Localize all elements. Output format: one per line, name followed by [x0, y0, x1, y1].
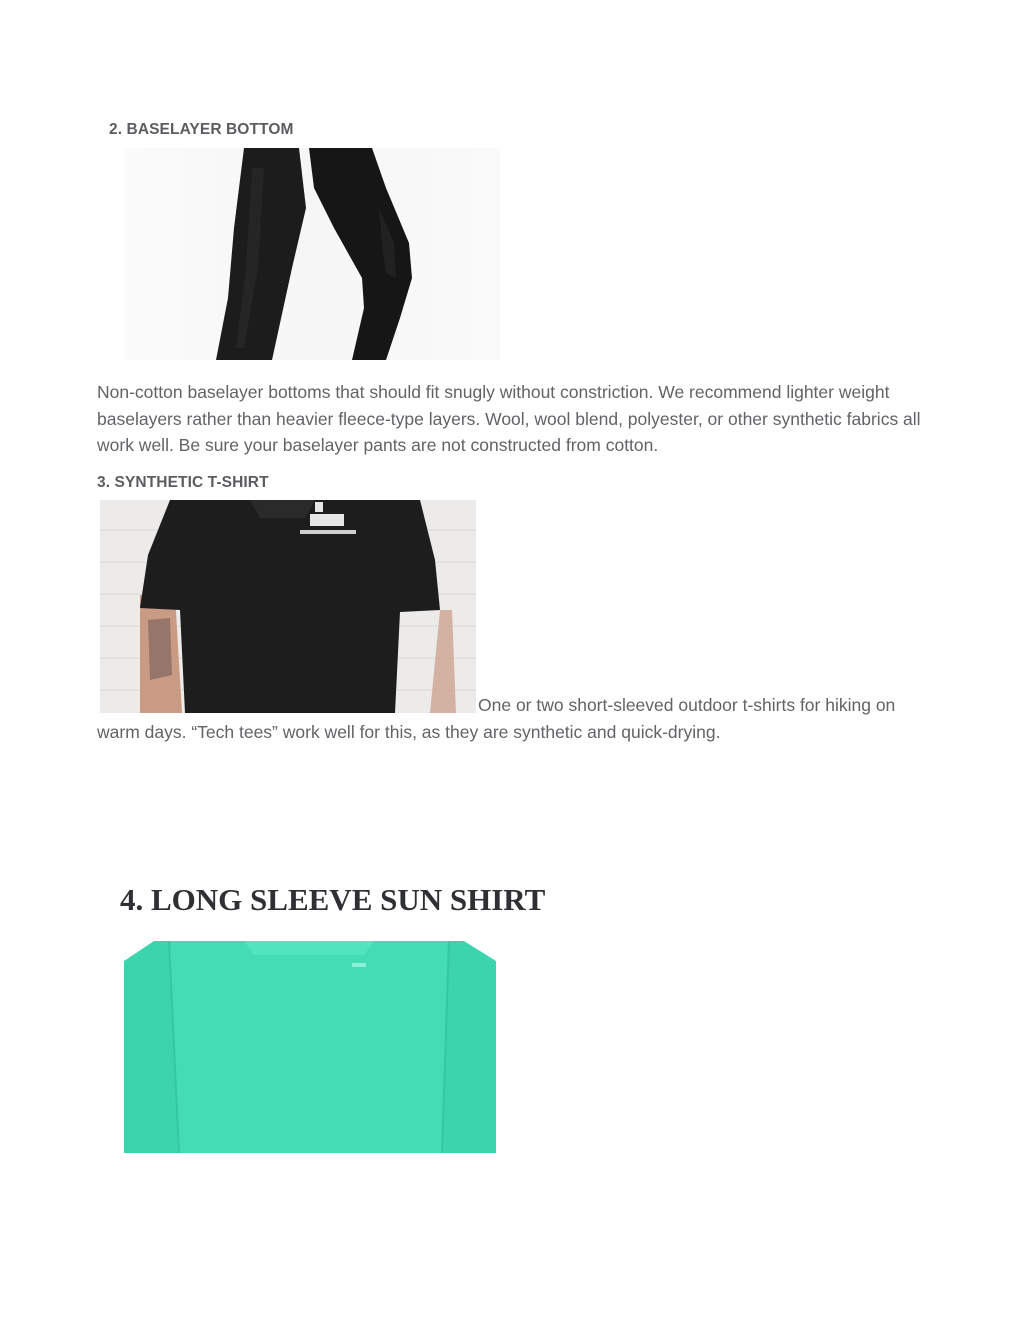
- section-heading-synthetic-tshirt: 3. SYNTHETIC T-SHIRT: [97, 474, 269, 491]
- baselayer-bottom-description: Non-cotton baselayer bottoms that should fit snugly without constriction. We recommend lighter weight baselayers rather than heavier fleece-type layers. Wool, wool blend, polyester, or other synthetic fabrics all work well. Be sure your baselayer pants are not constructed from cotton.: [97, 382, 921, 455]
- section-heading-long-sleeve-sun-shirt: 4. LONG SLEEVE SUN SHIRT: [120, 882, 546, 917]
- baselayer-bottom-image: [124, 148, 500, 360]
- synthetic-tshirt-image: [100, 500, 476, 713]
- long-sleeve-sun-shirt-image: [124, 941, 496, 1153]
- synthetic-tshirt-description: One or two short-sleeved outdoor t-shirts for hiking on warm days. “Tech tees” work well for this, as they are synthetic and quick-drying.: [97, 695, 896, 742]
- section-heading-baselayer-bottom: 2. BASELAYER BOTTOM: [109, 121, 294, 138]
